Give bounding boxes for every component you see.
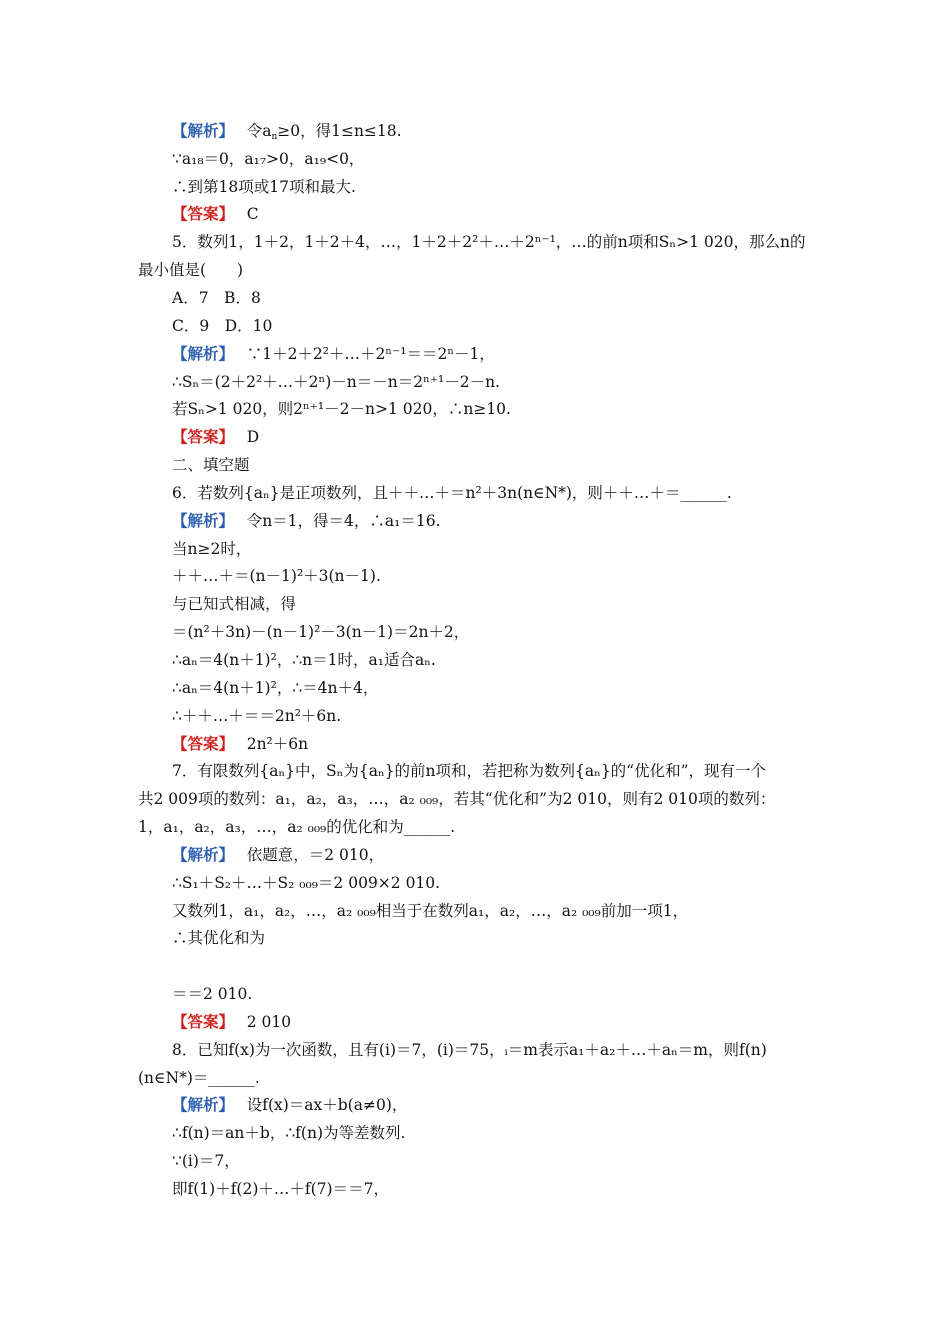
jiexi-label: 【解析】 (172, 845, 227, 864)
q7-line3: 又数列1，a₁，a₂，…，a₂ ₀₀₉相当于在数列a₁，a₂，…，a₂ ₀₀₉前加一项1， (172, 902, 689, 920)
q8-jiexi-text: 设f(x)＝ax＋b(a≠0)， (246, 1096, 408, 1114)
q8-line4: 即f(1)＋f(2)＋…＋f(7)＝＝7， (172, 1180, 389, 1198)
q5-options-cd: C．9 D．10 (172, 317, 273, 335)
q4-jiexi-line (172, 120, 402, 142)
q6-jiexi-line (172, 510, 441, 532)
daan-label: 【答案】 (172, 1012, 227, 1031)
q6-line6: ∴aₙ＝4(n＋1)²，∴n＝1时，a₁适合aₙ. (172, 651, 436, 669)
q6-answer: 2n²＋6n (246, 735, 309, 753)
q4-line2: ∵a₁₈＝0，a₁₇>0，a₁₉<0， (172, 150, 365, 168)
q6-line4: 与已知式相减，得 (172, 595, 297, 613)
q7-answer: 2 010 (246, 1013, 292, 1031)
q5-line2: ∴Sₙ＝(2＋2²＋…＋2ⁿ)－n＝－n＝2ⁿ⁺¹－2－n. (172, 373, 500, 391)
daan-label: 【答案】 (172, 427, 227, 446)
q7-stem-line2: 共2 009项的数列：a₁，a₂，a₃，…，a₂ ₀₀₉，若其“优化和”为2 010，则有2 010项的数列： (138, 790, 776, 808)
section-heading: 二、填空题 (172, 456, 250, 474)
q7-stem-line1: 7．有限数列{aₙ}中，Sₙ为{aₙ}的前n项和，若把称为数列{aₙ}的“优化和”，现有一个 (172, 762, 767, 780)
q6-jiexi-text: 令n＝1，得＝4，∴a₁＝16. (246, 512, 441, 530)
q4-line3: ∴到第18项或17项和最大. (172, 178, 356, 196)
q6-stem: 6．若数列{aₙ}是正项数列，且＋＋…＋＝n²＋3n(n∈N*)，则＋＋…＋＝______. (172, 484, 732, 502)
q7-stem-line3: 1，a₁，a₂，a₃，…，a₂ ₀₀₉的优化和为______. (138, 818, 456, 836)
jiexi-label: 【解析】 (172, 511, 227, 530)
q8-stem-line1: 8．已知f(x)为一次函数，且有(i)＝7，(i)＝75，ᵢ＝m表示a₁＋a₂＋…＋aₙ＝m，则f(n) (172, 1041, 767, 1059)
q5-options-ab: A．7 B．8 (172, 289, 261, 307)
q8-line2: ∴f(n)＝an＋b，∴f(n)为等差数列. (172, 1124, 406, 1142)
q7-line5: ＝＝2 010. (172, 985, 253, 1003)
jiexi-label: 【解析】 (172, 1095, 227, 1114)
q5-answer-line (172, 426, 259, 448)
q6-line8: ∴＋＋…＋＝＝2n²＋6n. (172, 707, 342, 725)
q4-jiexi-sub: n (271, 132, 278, 142)
q8-line3: ∵(i)＝7， (172, 1152, 240, 1170)
q4-answer-line (172, 203, 259, 225)
daan-label: 【答案】 (172, 204, 227, 223)
daan-label: 【答案】 (172, 734, 227, 753)
q5-stem-line2: 最小值是( ) (138, 261, 244, 279)
q4-answer: C (246, 205, 259, 223)
q7-jiexi-text: 依题意，＝2 010， (246, 846, 385, 864)
q6-line5: ＝(n²＋3n)－(n－1)²－3(n－1)＝2n＋2， (172, 623, 470, 641)
q5-answer: D (246, 428, 260, 446)
q8-stem-line2: (n∈N*)＝______. (138, 1069, 260, 1087)
q5-line3: 若Sₙ>1 020，则2ⁿ⁺¹－2－n>1 020，∴n≥10. (172, 400, 511, 418)
jiexi-label: 【解析】 (172, 344, 227, 363)
q7-jiexi-line (172, 844, 384, 866)
q8-jiexi-line (172, 1094, 407, 1116)
q5-jiexi-text: ∵1＋2＋2²＋…＋2ⁿ⁻¹＝＝2ⁿ－1， (246, 345, 495, 363)
q5-stem-line1: 5．数列1，1＋2，1＋2＋4，…，1＋2＋2²＋…＋2ⁿ⁻¹，…的前n项和Sₙ>1 020，那么n的 (172, 233, 806, 251)
q6-answer-line (172, 733, 308, 755)
q7-line2: ∴S₁＋S₂＋…＋S₂ ₀₀₉＝2 009×2 010. (172, 874, 441, 892)
q7-answer-line (172, 1011, 291, 1033)
q6-line3: ＋＋…＋＝(n－1)²＋3(n－1). (172, 567, 381, 585)
q4-jiexi-text: 令a (246, 122, 272, 140)
q4-jiexi-rest: ≥0，得1≤n≤18. (277, 122, 402, 140)
q6-line7: ∴aₙ＝4(n＋1)²，∴＝4n＋4， (172, 679, 379, 697)
jiexi-label: 【解析】 (172, 121, 227, 140)
q7-line4: ∴其优化和为 (172, 929, 266, 947)
q6-line2: 当n≥2时， (172, 540, 252, 558)
q5-jiexi-line (172, 343, 495, 365)
